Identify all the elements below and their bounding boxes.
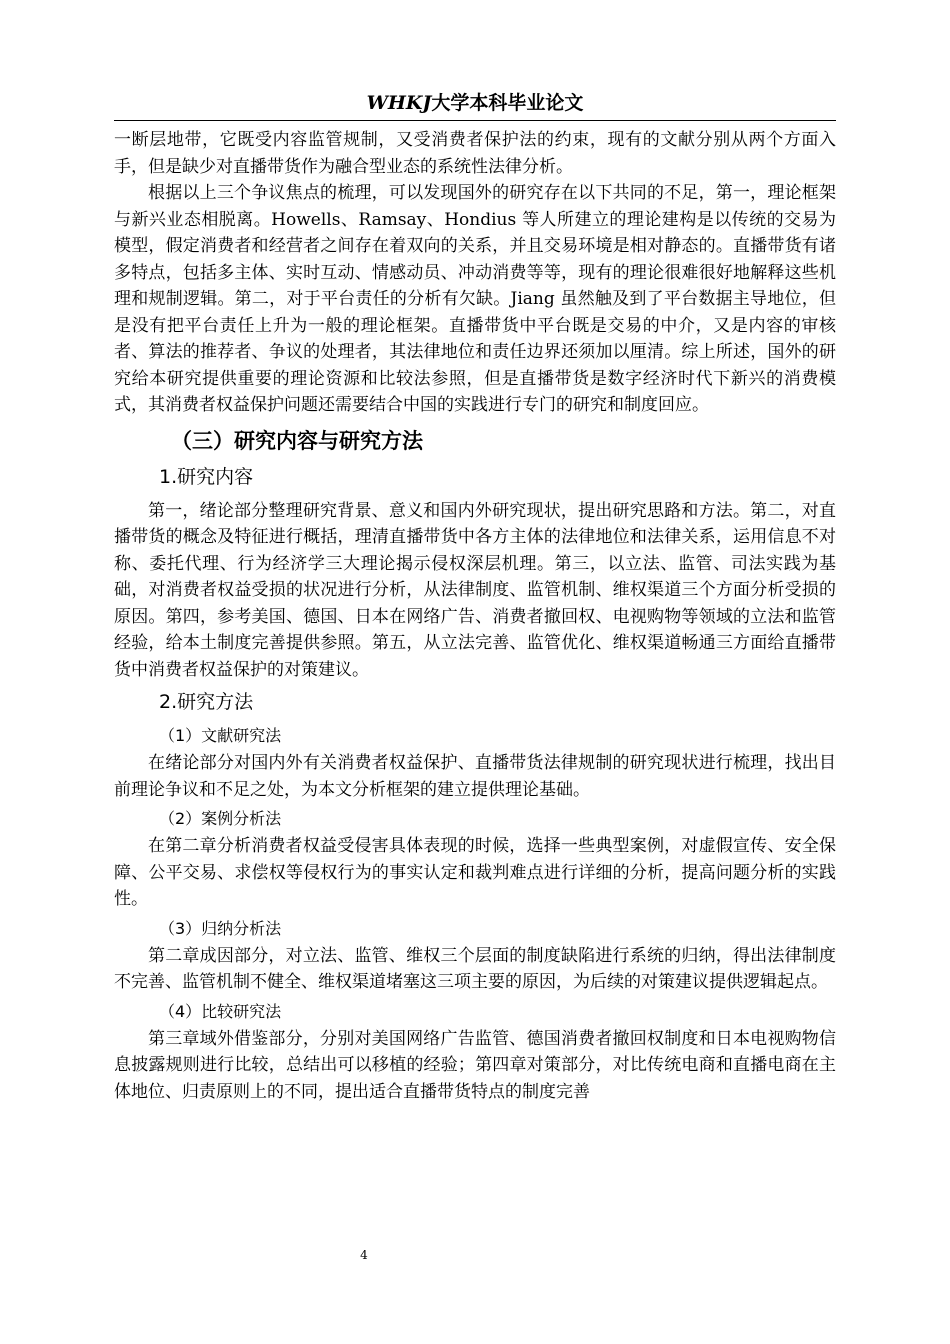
paragraph: 第一，绪论部分整理研究背景、意义和国内外研究现状，提出研究思路和方法。第二，对直播带货的概念及特征进行概括，理清直播带货中各方主体的法律地位和法律关系，运用信息不对称、委托代理、行为经济学三大理论揭示侵权深层机理。第三，以立法、监管、司法实践为基础，对消费者权益受损的状况进行分析，从法律制度、监管机制、维权渠道三个方面分析受损的原因。第四，参考美国、德国、日本在网络广告、消费者撤回权、电视购物等领域的立法和监管经验，给本土制度完善提供参照。第五，从立法完善、监管优化、维权渠道畅通三方面给直播带货中消费者权益保护的对策建议。: [114, 500, 836, 680]
method-heading: （1）文献研究法: [159, 726, 282, 745]
method-heading: （3）归纳分析法: [159, 918, 282, 938]
subsection-heading-methods: 2.研究方法: [159, 691, 254, 713]
section-heading: （三）研究内容与研究方法: [171, 428, 423, 453]
paragraph: 第二章成因部分，对立法、监管、维权三个层面的制度缺陷进行系统的归纳，得出法律制度不完善、监管机制不健全、维权渠道堵塞这三项主要的原因，为后续的对策建议提供逻辑起点。: [114, 945, 836, 992]
method-heading: （4）比较研究法: [159, 1001, 282, 1021]
page-header: [114, 88, 836, 118]
header-school-abbr: WHKJ: [366, 92, 432, 114]
header-title: 大学本科毕业论文: [431, 92, 584, 114]
subsection-heading-content: 1.研究内容: [159, 465, 254, 488]
method-heading: （2）案例分析法: [159, 809, 282, 828]
body-content: [114, 127, 836, 1105]
paragraph: 在第二章分析消费者权益受侵害具体表现的时候，选择一些典型案例，对虚假宣传、安全保障、公平交易、求偿权等侵权行为的事实认定和裁判难点进行详细的分析，提高问题分析的实践性。: [114, 836, 836, 909]
paragraph: 一断层地带，它既受内容监管规制，又受消费者保护法的约束，现有的文献分别从两个方面入手，但是缺少对直播带货作为融合型业态的系统性法律分析。: [114, 130, 836, 177]
paragraph: 根据以上三个争议焦点的梳理，可以发现国外的研究存在以下共同的不足，第一，理论框架与新兴业态相脱离。Howells、Ramsay、Hondius 等人所建立的理论建构是以传统的交易为模型，假定消费者和经营者之间存在着双向的关系，并且交易环境是相对静态的。直播带货有诸多特点，包括多主体、实时互动、情感动员、冲动消费等等，现有的理论很难很好地解释这些机理和规制逻辑。第二，对于平台责任的分析有欠缺。Jiang 虽然触及到了平台数据主导地位，但是没有把平台责任上升为一般的理论框架。直播带货中平台既是交易的中介，又是内容的审核者、算法的推荐者、争议的处理者，其法律地位和责任边界还须加以厘清。综上所述，国外的研究给本研究提供重要的理论资源和比较法参照，但是直播带货是数字经济时代下新兴的消费模式，其消费者权益保护问题还需要结合中国的实践进行专门的研究和制度回应。: [114, 183, 836, 415]
page-number: 4: [360, 1248, 368, 1262]
header-rule: [114, 120, 836, 121]
paragraph: 在绪论部分对国内外有关消费者权益保护、直播带货法律规制的研究现状进行梳理，找出目前理论争议和不足之处，为本文分析框架的建立提供理论基础。: [114, 753, 836, 800]
paragraph: 第三章域外借鉴部分，分别对美国网络广告监管、德国消费者撤回权制度和日本电视购物信息披露规则进行比较，总结出可以移植的经验；第四章对策部分，对比传统电商和直播电商在主体地位、归责原则上的不同，提出适合直播带货特点的制度完善: [114, 1028, 836, 1102]
